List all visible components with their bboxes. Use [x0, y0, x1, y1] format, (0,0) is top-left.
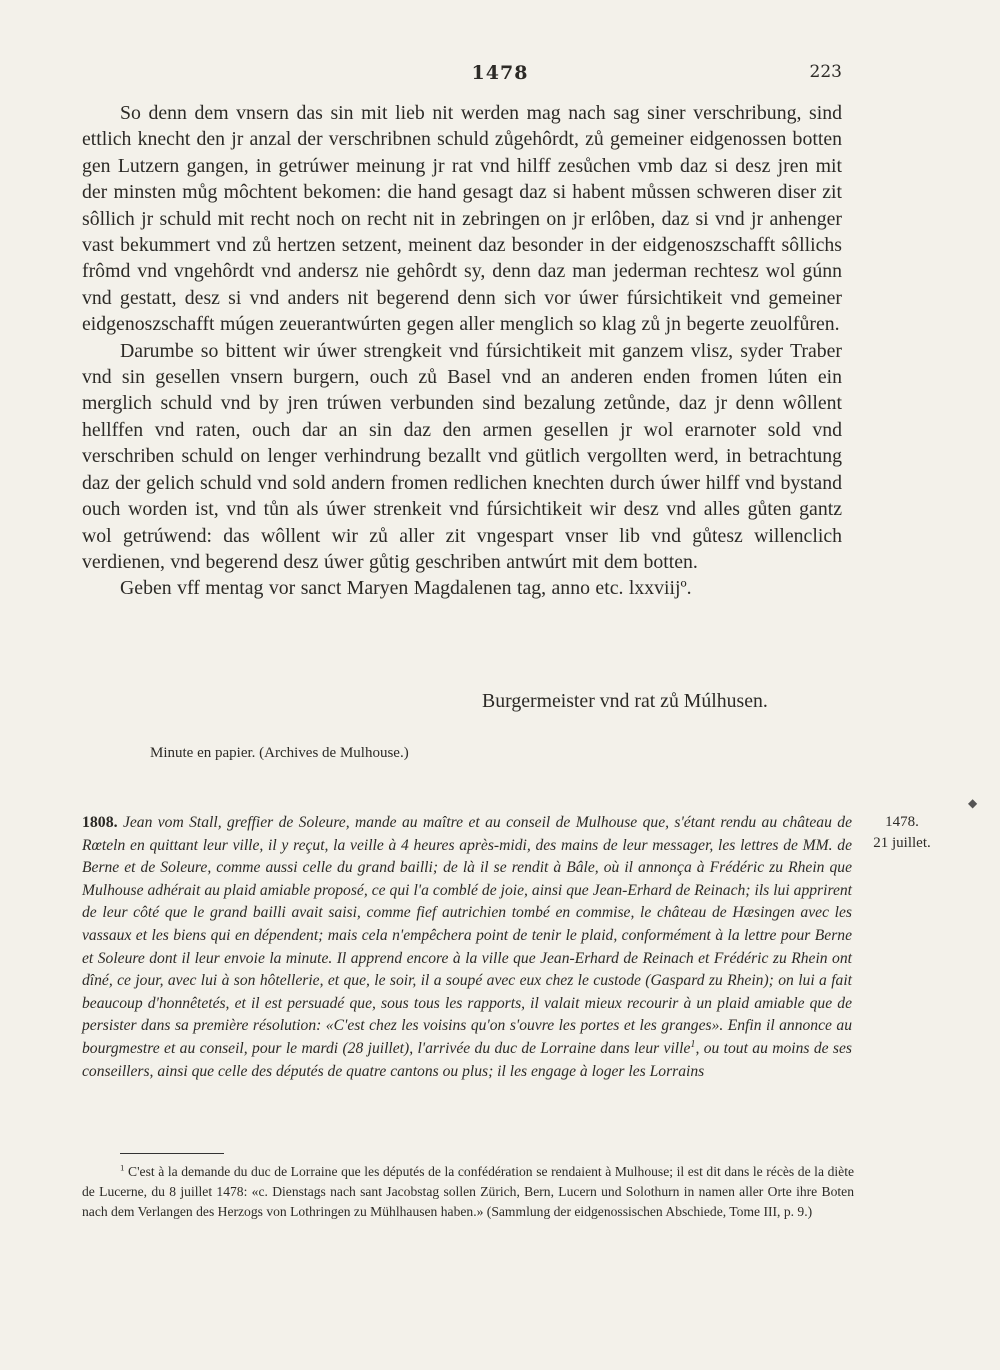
margin-day: 21 juillet.	[873, 835, 931, 851]
archive-source-note: Minute en papier. (Archives de Mulhouse.)	[150, 745, 409, 761]
letter-dateline: Geben vff mentag vor sanct Maryen Magdalenen tag, anno etc. lxxviijº.	[120, 577, 692, 600]
letter-body	[82, 100, 842, 602]
ink-mark-icon: ◆	[968, 796, 978, 810]
footnote-marker: 1	[120, 1162, 125, 1173]
margin-year: 1478.	[885, 814, 919, 830]
footnote-reference: 1	[690, 1038, 696, 1050]
footnote-divider	[120, 1153, 224, 1154]
letter-paragraph: Darumbe so bittent wir úwer strengkeit vnd fúrsichtikeit mit ganzem vlisz, syder Traber vnd sin gesellen vnsern burgern, ouch zů Basel vnd an anderen enden fromen lúten ein merglich schuld vnd by jren trúwen verbunden sind bezalung zetůnde, daz jr denn wôllent hellffen vnd raten, ouch dar an sin daz den armen gesellen jr wol erarnoter sold vnd verschriben schuld on lenger verhindrung bezallt vnd gütlich vergollten werd, in betrachtung daz der gelich schuld vnd sold andern fromen redlichen knechten durch úwer hilff vnd bystand ouch worden ist, vnd tůn als úwer strenkeit vnd fúrsichtikeit wir desz vnd alles gůten gantz wol getrúwend: das wôllent wir zů aller zit vngespart vnser lib vnd gůtesz willenclich verdienen, vnd begerend desz úwer gůtig geschriben antwúrt mit dem botten.	[82, 339, 842, 573]
regest-text: Jean vom Stall, greffier de Soleure, mande au maître et au conseil de Mulhouse que, s'étant rendu au château de Rœteln en quittant leur ville, il y reçut, la veille à 4 heures après-midi, des mains de leur messager, les lettres de MM. de Berne et de Soleure, comme aussi celle du grand bailli; de là il se rendit à Bâle, où il annonça à Frédéric zu Rhein que Mulhouse adhérait au plaid amiable proposé, ce qui l'a comblé de joie, ainsi que Jean-Erhard de Reinach; ils lui apprirent de leur côté que le grand bailli avait saisi, comme fief autrichien tombé en commise, le château de Hæsingen avec les vassaux et les biens qui en dépendent; mais cela n'empêchera point de tenir le plaid, conformément à la lettre pour Berne et Soleure dont il leur envoie la minute. Il apprend encore à la ville que Jean-Erhard de Reinach et Frédéric zu Rhein ont dîné, ce jour, avec lui à son hôtellerie, et que, le soir, il a soupé avec eux chez le custode (Gaspard zu Rhein); on lui a fait beaucoup d'honnêtetés, et il est persuadé que, sous tous les rapports, il valait mieux recourir à un plaid amiable que de persister dans sa première résolution: «C'est chez les voisins qu'on s'ouvre les portes et les granges». Enfin il annonce au bourgmestre et au conseil, pour le mardi (28 juillet), l'arrivée du duc de Lorraine dans leur ville	[82, 814, 852, 1057]
letter-paragraph: So denn dem vnsern das sin mit lieb nit werden mag nach sag siner verschribung, sind ettlich knecht den jr anzal der verschribnen schuld zůgehôrdt, zů gemeiner eidgenossen botten gen Lutzern gangen, in getrúwer meinung jr rat vnd hilff zesůchen vmb daz si desz jren mit der minsten můg môchtent bekomen: die hand gesagt daz si habent můssen schweren diser zit sôllich jr schuld mit recht noch on recht nit in zebringen on jr erlôben, daz si vnd jr anhenger vast bekummert vnd zů hertzen setzent, meinent daz besonder in der eidgenoszschafft sôllichs frômd vnd vngehôrdt vnd andersz nie gehôrdt sy, denn daz man jederman rechtesz wol gúnn vnd gestatt, desz si vnd anders nit begerend denn sich vor úwer fúrsichtikeit vnd gemeiner eidgenoszschafft múgen zeuerantwúrten gegen aller menglich so klag zů jn begerte zeuolfůren.	[82, 102, 842, 336]
footnote-text: C'est à la demande du duc de Lorraine que les députés de la confédération se rendaient à Mulhouse; il est dit dans le récès de la diète de Lucerne, du 8 juillet 1478: «c. Dienstags nach sant Jacobstag sollen Zürich, Bern, Lucern und Solothurn in namen aller Orte ihre Boten nach dem Verlangen des Herzogs von Lothringen zu Mühlhausen haben.» (Sammlung der eidgenossischen Abschiede, Tome III, p. 9.)	[82, 1164, 854, 1219]
footnote	[82, 1162, 854, 1222]
regest-number: 1808.	[82, 814, 118, 831]
regest-entry	[82, 812, 852, 1083]
page-number: 223	[809, 62, 842, 82]
regest-text-continued: , ou tout au moins de ses conseillers, ainsi que celle des députés de quatre cantons ou plus; il les engage à loger les Lorrains	[82, 1039, 852, 1080]
margin-date	[862, 812, 942, 854]
running-head-year: 1478	[471, 62, 529, 84]
letter-signature: Burgermeister vnd rat zů Múlhusen.	[482, 690, 768, 712]
